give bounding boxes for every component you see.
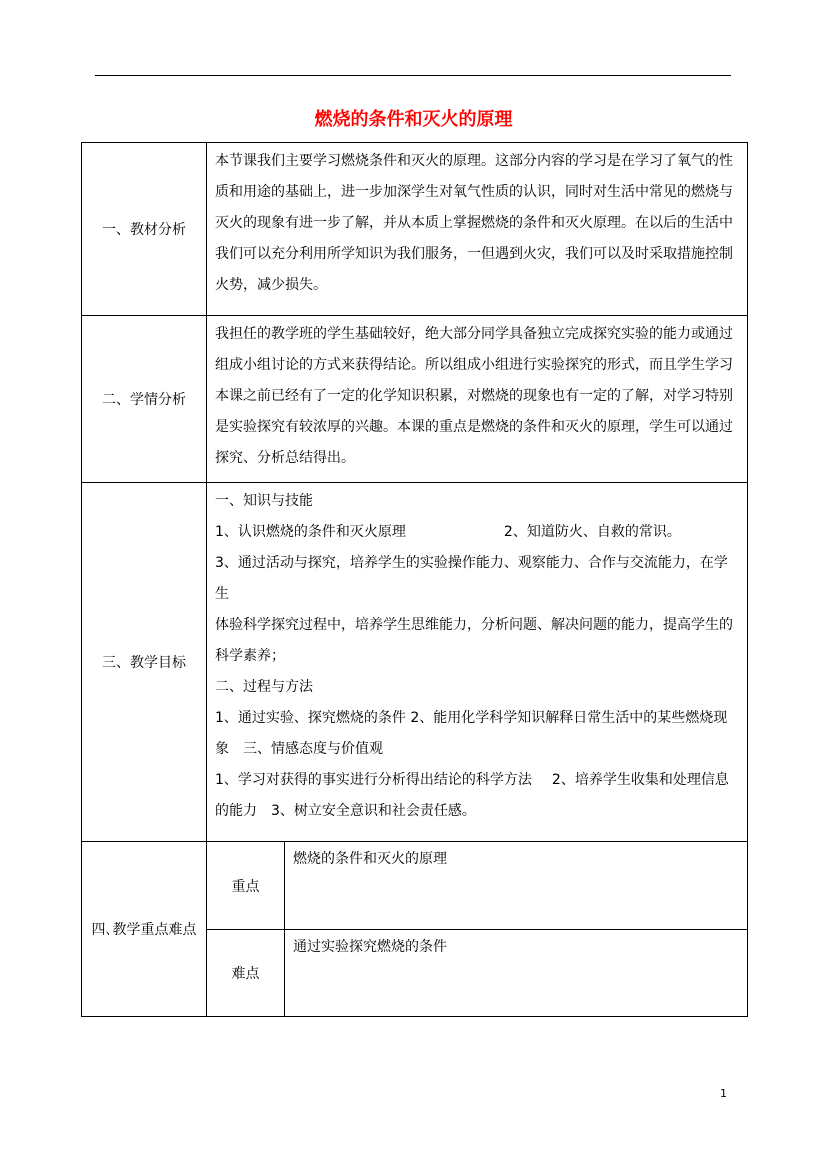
section-body-textbook (207, 143, 748, 316)
section-body-goals (207, 483, 748, 842)
goals-item: 1、认识燃烧的条件和灭火原理 (215, 524, 406, 540)
document-title: 燃烧的条件和灭火的原理 (314, 109, 513, 130)
section-head-key-difficult: 四､教学重点难点 (82, 842, 207, 1017)
section-body-students (207, 316, 748, 483)
row-teaching-goals (82, 483, 748, 842)
key-point-cell (285, 842, 748, 930)
goals-item: 2、培养学生收集和处理信息的能力 3、树立安全意识和社会责任感。 (215, 772, 729, 819)
difficult-point-label: 难点 (207, 930, 285, 1017)
key-point-label: 重点 (207, 842, 285, 930)
difficult-point-text: 通过实验探究燃烧的条件 (293, 939, 447, 955)
goals-line: 3、通过活动与探究，培养学生的实验操作能力、观察能力、合作与交流能力，在学生 (215, 555, 728, 602)
textbook-analysis-text: 本节课我们主要学习燃烧条件和灭火的原理。这部分内容的学习是在学习了氧气的性质和用途的基础上，进一步加深学生对氧气性质的认识，同时对生活中常见的燃烧与灭火的现象有进一步了解，并从本质上掌握燃烧的条件和灭火原理。在以后的生活中我们可以充分利用所学知识为我们服务，一但遇到火灾，我们可以及时采取措施控制火势，减少损失。 (215, 153, 733, 293)
section-head-goals: 三、教学目标 (82, 483, 207, 842)
row-textbook-analysis (82, 143, 748, 316)
row-key-points (82, 842, 748, 930)
goals-line: 1、通过实验、探究燃烧的条件 2、能用化学科学知识解释日常生活中的某些燃烧现象 三、情感态度与价值观 (215, 710, 728, 757)
goals-line: 二、过程与方法 (215, 679, 313, 695)
goals-item: 1、学习对获得的事实进行分析得出结论的科学方法 (215, 772, 532, 788)
key-point-text: 燃烧的条件和灭火的原理 (293, 851, 447, 867)
section-head-textbook: 一、教材分析 (82, 143, 207, 316)
goals-text (207, 483, 747, 827)
goals-line (215, 517, 741, 548)
goals-item: 2、知道防火、自救的常识。 (503, 524, 681, 540)
goals-line (215, 765, 741, 827)
section-head-students: 二、学情分析 (82, 316, 207, 483)
goals-line: 一、知识与技能 (215, 493, 313, 509)
header-rule (95, 75, 731, 76)
lesson-plan-table (81, 142, 748, 1017)
difficult-point-cell (285, 930, 748, 1017)
page-number: 1 (720, 1087, 727, 1100)
row-student-analysis (82, 316, 748, 483)
goals-line: 体验科学探究过程中，培养学生思维能力，分析问题、解决问题的能力，提高学生的科学素养； (215, 617, 733, 664)
student-analysis-text: 我担任的教学班的学生基础较好，绝大部分同学具备独立完成探究实验的能力或通过组成小组讨论的方式来获得结论。所以组成小组进行实验探究的形式，而且学生学习本课之前已经有了一定的化学知识积累，对燃烧的现象也有一定的了解，对学习特别是实验探究有较浓厚的兴趣。本课的重点是燃烧的条件和灭火的原理，学生可以通过探究、分析总结得出。 (215, 326, 733, 466)
